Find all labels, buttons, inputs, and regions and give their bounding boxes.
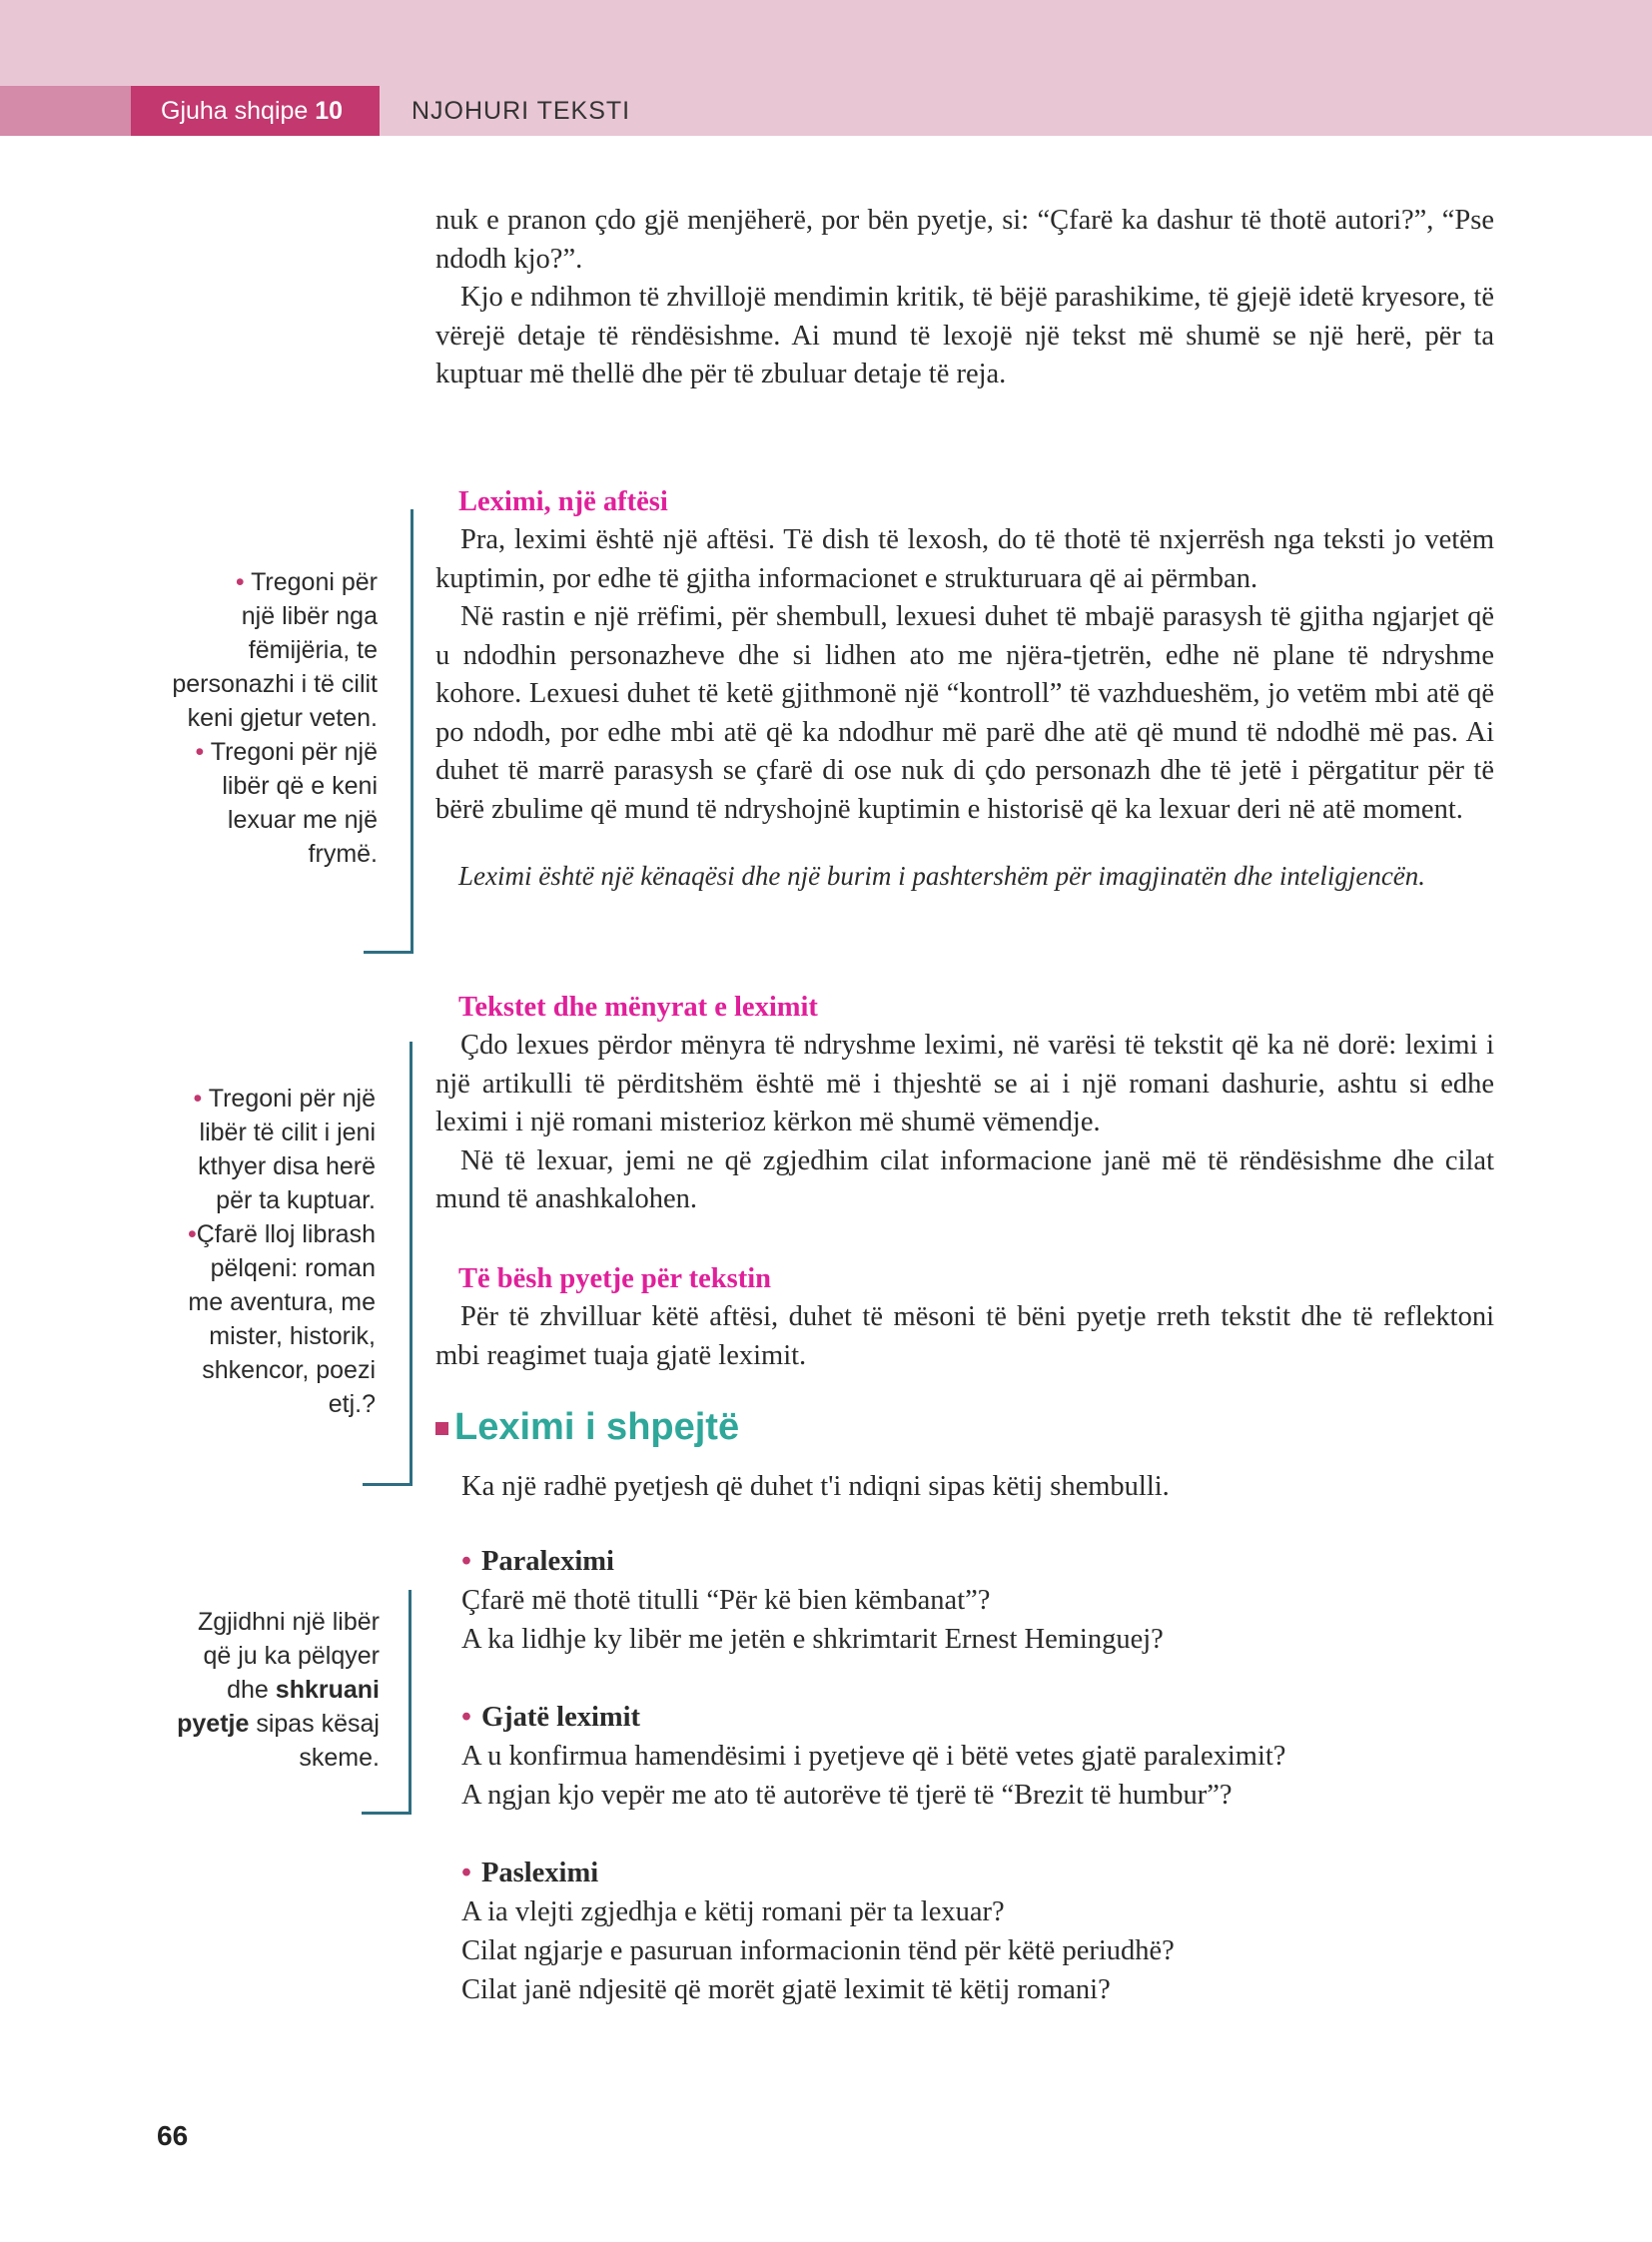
- sidebar-line: keni gjetur veten.: [187, 704, 378, 732]
- sidebar-bullet-item: [146, 735, 378, 871]
- question-line: Çfarë më thotë titulli “Për kë bien këmbanat”?: [461, 1585, 991, 1616]
- section-reading-skill: [435, 483, 1494, 895]
- bullet-icon: •: [461, 1858, 471, 1888]
- question-line: A u konfirmua hamendësimi i pyetjeve që i bëtë vetes gjatë paraleximit?: [461, 1741, 1286, 1772]
- sidebar-bullet-item: [144, 1217, 376, 1421]
- sidebar-line: skeme.: [299, 1744, 380, 1772]
- sidebar-text: sipas kësaj: [249, 1710, 380, 1738]
- sidebar-line: lexuar me një: [227, 806, 378, 834]
- book-title-tab: [131, 86, 380, 136]
- sidebar-line: mister, historik,: [209, 1322, 376, 1350]
- italic-quote: Leximi është një kënaqësi dhe një burim i pashtershëm për imagjinatën dhe inteligjencën.: [458, 861, 1426, 891]
- question-group-title: [435, 1542, 1494, 1581]
- sidebar-text: Çfarë lloj librash: [196, 1220, 376, 1248]
- section-asking-questions: [435, 1260, 1494, 1375]
- sidebar-bold-text: shkruani: [275, 1676, 380, 1704]
- sidebar-line: me aventura, me: [188, 1288, 376, 1316]
- sidebar-bracket-1: [364, 509, 413, 954]
- sidebar-line: personazhi i të cilit: [172, 670, 378, 698]
- sidebar-line: libër të cilit i jeni: [199, 1119, 376, 1146]
- question-line: Cilat janë ndjesitë që morët gjatë leximit të këtij romani?: [461, 1974, 1111, 2005]
- bullet-icon: •: [235, 568, 245, 596]
- question-line: Cilat ngjarje e pasuruan informacionin tënd për këtë periudhë?: [461, 1935, 1175, 1966]
- sidebar-bracket-3: [362, 1590, 412, 1815]
- sidebar-note-2: [144, 1082, 376, 1421]
- heading-text: Leximi i shpejtë: [454, 1406, 740, 1448]
- grade-number: 10: [315, 97, 344, 125]
- sidebar-bullet-item: [144, 1082, 376, 1217]
- sidebar-text: dhe: [227, 1676, 276, 1704]
- group-label: Pasleximi: [480, 1858, 599, 1888]
- body-paragraph: Çdo lexues përdor mënyra të ndryshme leximi, në varësi të tekstit që ka në dorë: leximi i një artikulli të përditshëm është më i thjeshtë se ai i një romani dashurie, ashtu si edhe leximi i një romani misterioz kërkon më shumë vëmendje.: [435, 1030, 1494, 1137]
- section-heading: Tekstet dhe mënyrat e leximit: [458, 992, 818, 1023]
- book-title: Gjuha shqipe: [161, 97, 309, 125]
- sidebar-note-1: [146, 565, 378, 871]
- sidebar-line: fëmijëria, te: [248, 636, 378, 664]
- sidebar-text: Tregoni për një: [210, 738, 378, 766]
- bullet-icon: •: [461, 1702, 471, 1733]
- question-group: [435, 1542, 1494, 1659]
- bullet-icon: •: [461, 1546, 471, 1577]
- sidebar-line: libër që e keni: [222, 772, 378, 800]
- sidebar-line: që ju ka pëlqyer: [203, 1642, 380, 1670]
- body-paragraph: Për të zhvilluar këtë aftësi, duhet të mësoni të bëni pyetje rreth tekstit dhe të reflektoni mbi reagimet tuaja gjatë leximit.: [435, 1301, 1494, 1371]
- section-title: NJOHURI TEKSTI: [412, 97, 631, 125]
- speed-reading-intro: Ka një radhë pyetjesh që duhet t'i ndiqni sipas këtij shembulli.: [461, 1471, 1170, 1502]
- speed-reading-heading: [435, 1406, 1494, 1449]
- body-paragraph: Në të lexuar, jemi ne që zgjedhim cilat informacione janë më të rëndësishme dhe cilat mund të anashkalohen.: [435, 1144, 1494, 1214]
- sidebar-line: kthyer disa herë: [198, 1152, 376, 1180]
- sidebar-line: [148, 1673, 380, 1707]
- sidebar-line: Zgjidhni një libër: [197, 1608, 380, 1636]
- section-heading: Leximi, një aftësi: [458, 486, 668, 517]
- sidebar-line: një libër nga: [241, 602, 378, 630]
- sidebar-text: Tregoni për: [251, 568, 378, 596]
- sidebar-line: për ta kuptuar.: [216, 1186, 376, 1214]
- sidebar-line: [144, 1082, 376, 1116]
- group-label: Gjatë leximit: [480, 1702, 641, 1733]
- sidebar-line: shkencor, poezi: [202, 1356, 376, 1384]
- sidebar-bracket-2: [363, 1042, 413, 1486]
- question-line: A ngjan kjo vepër me ato të autorëve të tjerë të “Brezit të humbur”?: [461, 1780, 1233, 1811]
- intro-paragraph-1: nuk e pranon çdo gjë menjëherë, por bën pyetje, si: “Çfarë ka dashur të thotë autori?”, “Pse ndodh kjo?”.: [435, 205, 1494, 275]
- question-group: [435, 1698, 1494, 1815]
- square-bullet-icon: [435, 1422, 448, 1435]
- body-paragraph: Pra, leximi është një aftësi. Të dish të lexosh, do të thotë të nxjerrësh nga teksti jo vetëm kuptimin, por edhe të gjitha informacionet e strukturuara që ai përmban.: [435, 524, 1494, 594]
- sidebar-line: [146, 565, 378, 599]
- page-number: 66: [157, 2120, 189, 2151]
- sidebar-line: [144, 1217, 376, 1251]
- sidebar-line: frymë.: [308, 840, 378, 868]
- question-group-title: [435, 1698, 1494, 1737]
- body-paragraph: Në rastin e një rrëfimi, për shembull, lexuesi duhet të mbajë parasysh të gjitha ngjarjet që u ndodhin personazheve dhe si lidhen ato me njëra-tjetrën, edhe në plane të ndryshme kohore. Lexuesi duhet të ketë gjithmonë një “kontroll” të vazhdueshëm, jo vetëm mbi atë që po ndodh, por edhe mbi atë që ka ndodhur më parë dhe atë që mund të ndodhë më pas. Ai duhet të marrë parasysh se çfarë di ose nuk di çdo personazh dhe të jetë i përgatitur për të bërë zbulime që mund të ndryshojnë kuptimin e historisë që ka lexuar deri në atë moment.: [435, 601, 1494, 825]
- sidebar-line: [146, 735, 378, 769]
- intro-paragraph-2: Kjo e ndihmon të zhvillojë mendimin kritik, të bëjë parashikime, të gjejë idetë kryesore, të vërejë detaje të rëndësishme. Ai mund të lexojë një tekst më shumë se një herë, për ta kuptuar më thellë dhe për të zbuluar detaje të reja.: [435, 282, 1494, 389]
- bullet-icon: •: [193, 1085, 203, 1113]
- section-speed-reading: [435, 1406, 1494, 2009]
- sidebar-line: pëlqeni: roman: [210, 1254, 376, 1282]
- question-line: A ka lidhje ky libër me jetën e shkrimtarit Ernest Heminguej?: [461, 1624, 1164, 1655]
- section-heading: Të bësh pyetje për tekstin: [458, 1263, 771, 1294]
- question-line: A ia vlejti zgjedhja e këtij romani për ta lexuar?: [461, 1896, 1005, 1927]
- section-texts-and-modes: [435, 989, 1494, 1219]
- bullet-icon: •: [187, 1220, 197, 1248]
- question-group-title: [435, 1854, 1494, 1892]
- sidebar-line: [148, 1707, 380, 1741]
- sidebar-bold-text: pyetje: [177, 1710, 250, 1738]
- bullet-icon: •: [195, 738, 205, 766]
- sidebar-note-3: [148, 1605, 380, 1775]
- sidebar-bullet-item: [146, 565, 378, 735]
- intro-block: [435, 202, 1494, 394]
- question-group: [435, 1854, 1494, 2009]
- sidebar-line: etj.?: [328, 1390, 376, 1418]
- sidebar-text: Tregoni për një: [208, 1085, 376, 1113]
- group-label: Paraleximi: [480, 1546, 614, 1577]
